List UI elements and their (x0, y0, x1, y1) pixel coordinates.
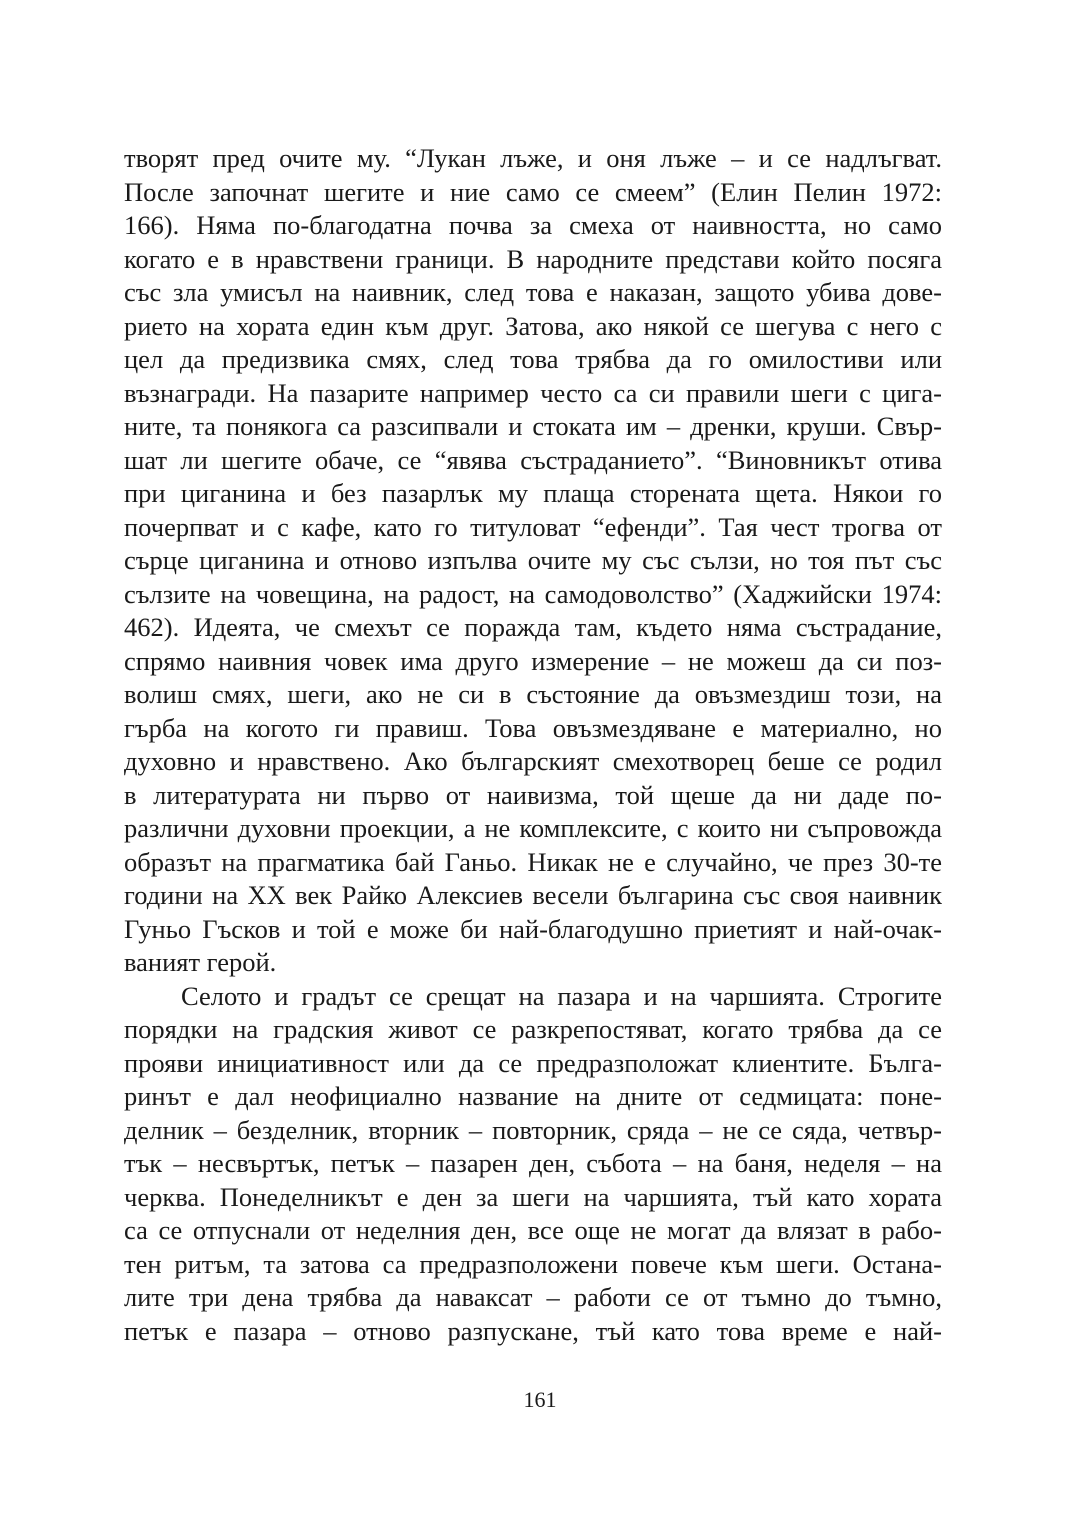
paragraph (124, 980, 942, 1349)
text-line: шат ли шегите обаче, се “явява състраданието”. “Виновникът отива (124, 444, 942, 475)
text-line: прояви инициативност или да се предразположат клиентите. Бълга- (124, 1047, 942, 1078)
text-line: творят пред очите му. “Лукан лъже, и оня лъже – и се надлъгват. (124, 143, 942, 173)
text-line: Селото и градът се срещат на пазара и на чаршията. Строгите (181, 980, 942, 1011)
text-line: в литературата ни първо от наивизма, той щеше да ни даде по- (124, 779, 942, 810)
text-line: ринът е дал неофициално название на дните от седмицата: поне- (124, 1081, 942, 1111)
text-line: сърце циганина и отново изпълва очите му със сълзи, но тоя път със (124, 545, 942, 575)
text-line: цел да предизвика смях, след това трябва да го омилостиви или (124, 344, 942, 374)
text-line: порядки на градския живот се разкрепостяват, когато трябва да се (124, 1014, 942, 1044)
text-line: години на ХХ век Райко Алексиев весели българина със своя наивник (124, 880, 942, 910)
text-line: възнагради. На пазарите например често са си правили шеги с цига- (124, 377, 942, 408)
text-line: лите три дена трябва да наваксат – работи се от тъмно до тъмно, (124, 1282, 942, 1312)
text-line: петък е пазара – отново разпускане, тъй като това време е най- (124, 1315, 942, 1346)
paragraph (124, 142, 942, 980)
text-line: духовно и нравствено. Ако българският смехотворец беше се родил (124, 746, 942, 776)
text-line: 166). Няма по-благодатна почва за смеха от наивността, но само (124, 210, 942, 240)
text-line: тен ритъм, та затова са предразположени повече към шеги. Остана- (124, 1248, 942, 1279)
text-line: Гуньо Гъсков и той е може би най-благодушно приетият и най-очак- (124, 913, 942, 944)
text-line: волиш смях, шеги, ако не си в състояние да овъзмездиш този, на (124, 679, 942, 709)
text-line: почерпват и с кафе, като го титуловат “ефенди”. Тая чест трогва от (124, 511, 942, 542)
body-text (124, 142, 942, 1348)
text-line: когато е в нравствени граници. В народните представи който посяга (124, 243, 942, 274)
text-line: 462). Идеята, че смехът се поражда там, където няма състрадание, (124, 612, 942, 642)
text-line: ните, та понякога са разсипвали и стоката им – дренки, круши. Свър- (124, 411, 942, 441)
text-line: После започнат шегите и ние само се смеем” (Елин Пелин 1972: (124, 176, 942, 207)
text-line: черква. Понеделникът е ден за шеги на чаршията, тъй като хората (124, 1181, 942, 1212)
text-line: образът на прагматика бай Ганьо. Никак не е случайно, че през 30-те (124, 846, 942, 877)
text-line: при циганина и без пазарлък му плаща сторената щета. Някои го (124, 478, 942, 508)
text-line: със зла умисъл на наивник, след това е наказан, защото убива дове- (124, 277, 942, 307)
text-line: сълзите на човещина, на радост, на самодоволство” (Хаджийски 1974: (124, 578, 942, 609)
text-line: различни духовни проекции, а не комплексите, с които ни съпровожда (124, 813, 942, 843)
text-line: ваният герой. (124, 947, 277, 977)
page-number: 161 (523, 1387, 557, 1412)
text-line: делник – безделник, вторник – повторник, сряда – не се сяда, четвър- (124, 1114, 942, 1145)
text-line: са се отпуснали от неделния ден, все още не могат да влязат в рабо- (124, 1215, 942, 1245)
text-line: гърба на когото ги правиш. Това овъзмездяване е материално, но (124, 712, 942, 743)
text-line: рието на хората един към друг. Затова, ако някой се шегува с него с (124, 310, 942, 341)
text-line: тък – несвъртък, петък – пазарен ден, събота – на баня, неделя – на (124, 1148, 942, 1178)
text-line: спрямо наивния човек има друго измерение – не можеш да си поз- (124, 645, 942, 676)
